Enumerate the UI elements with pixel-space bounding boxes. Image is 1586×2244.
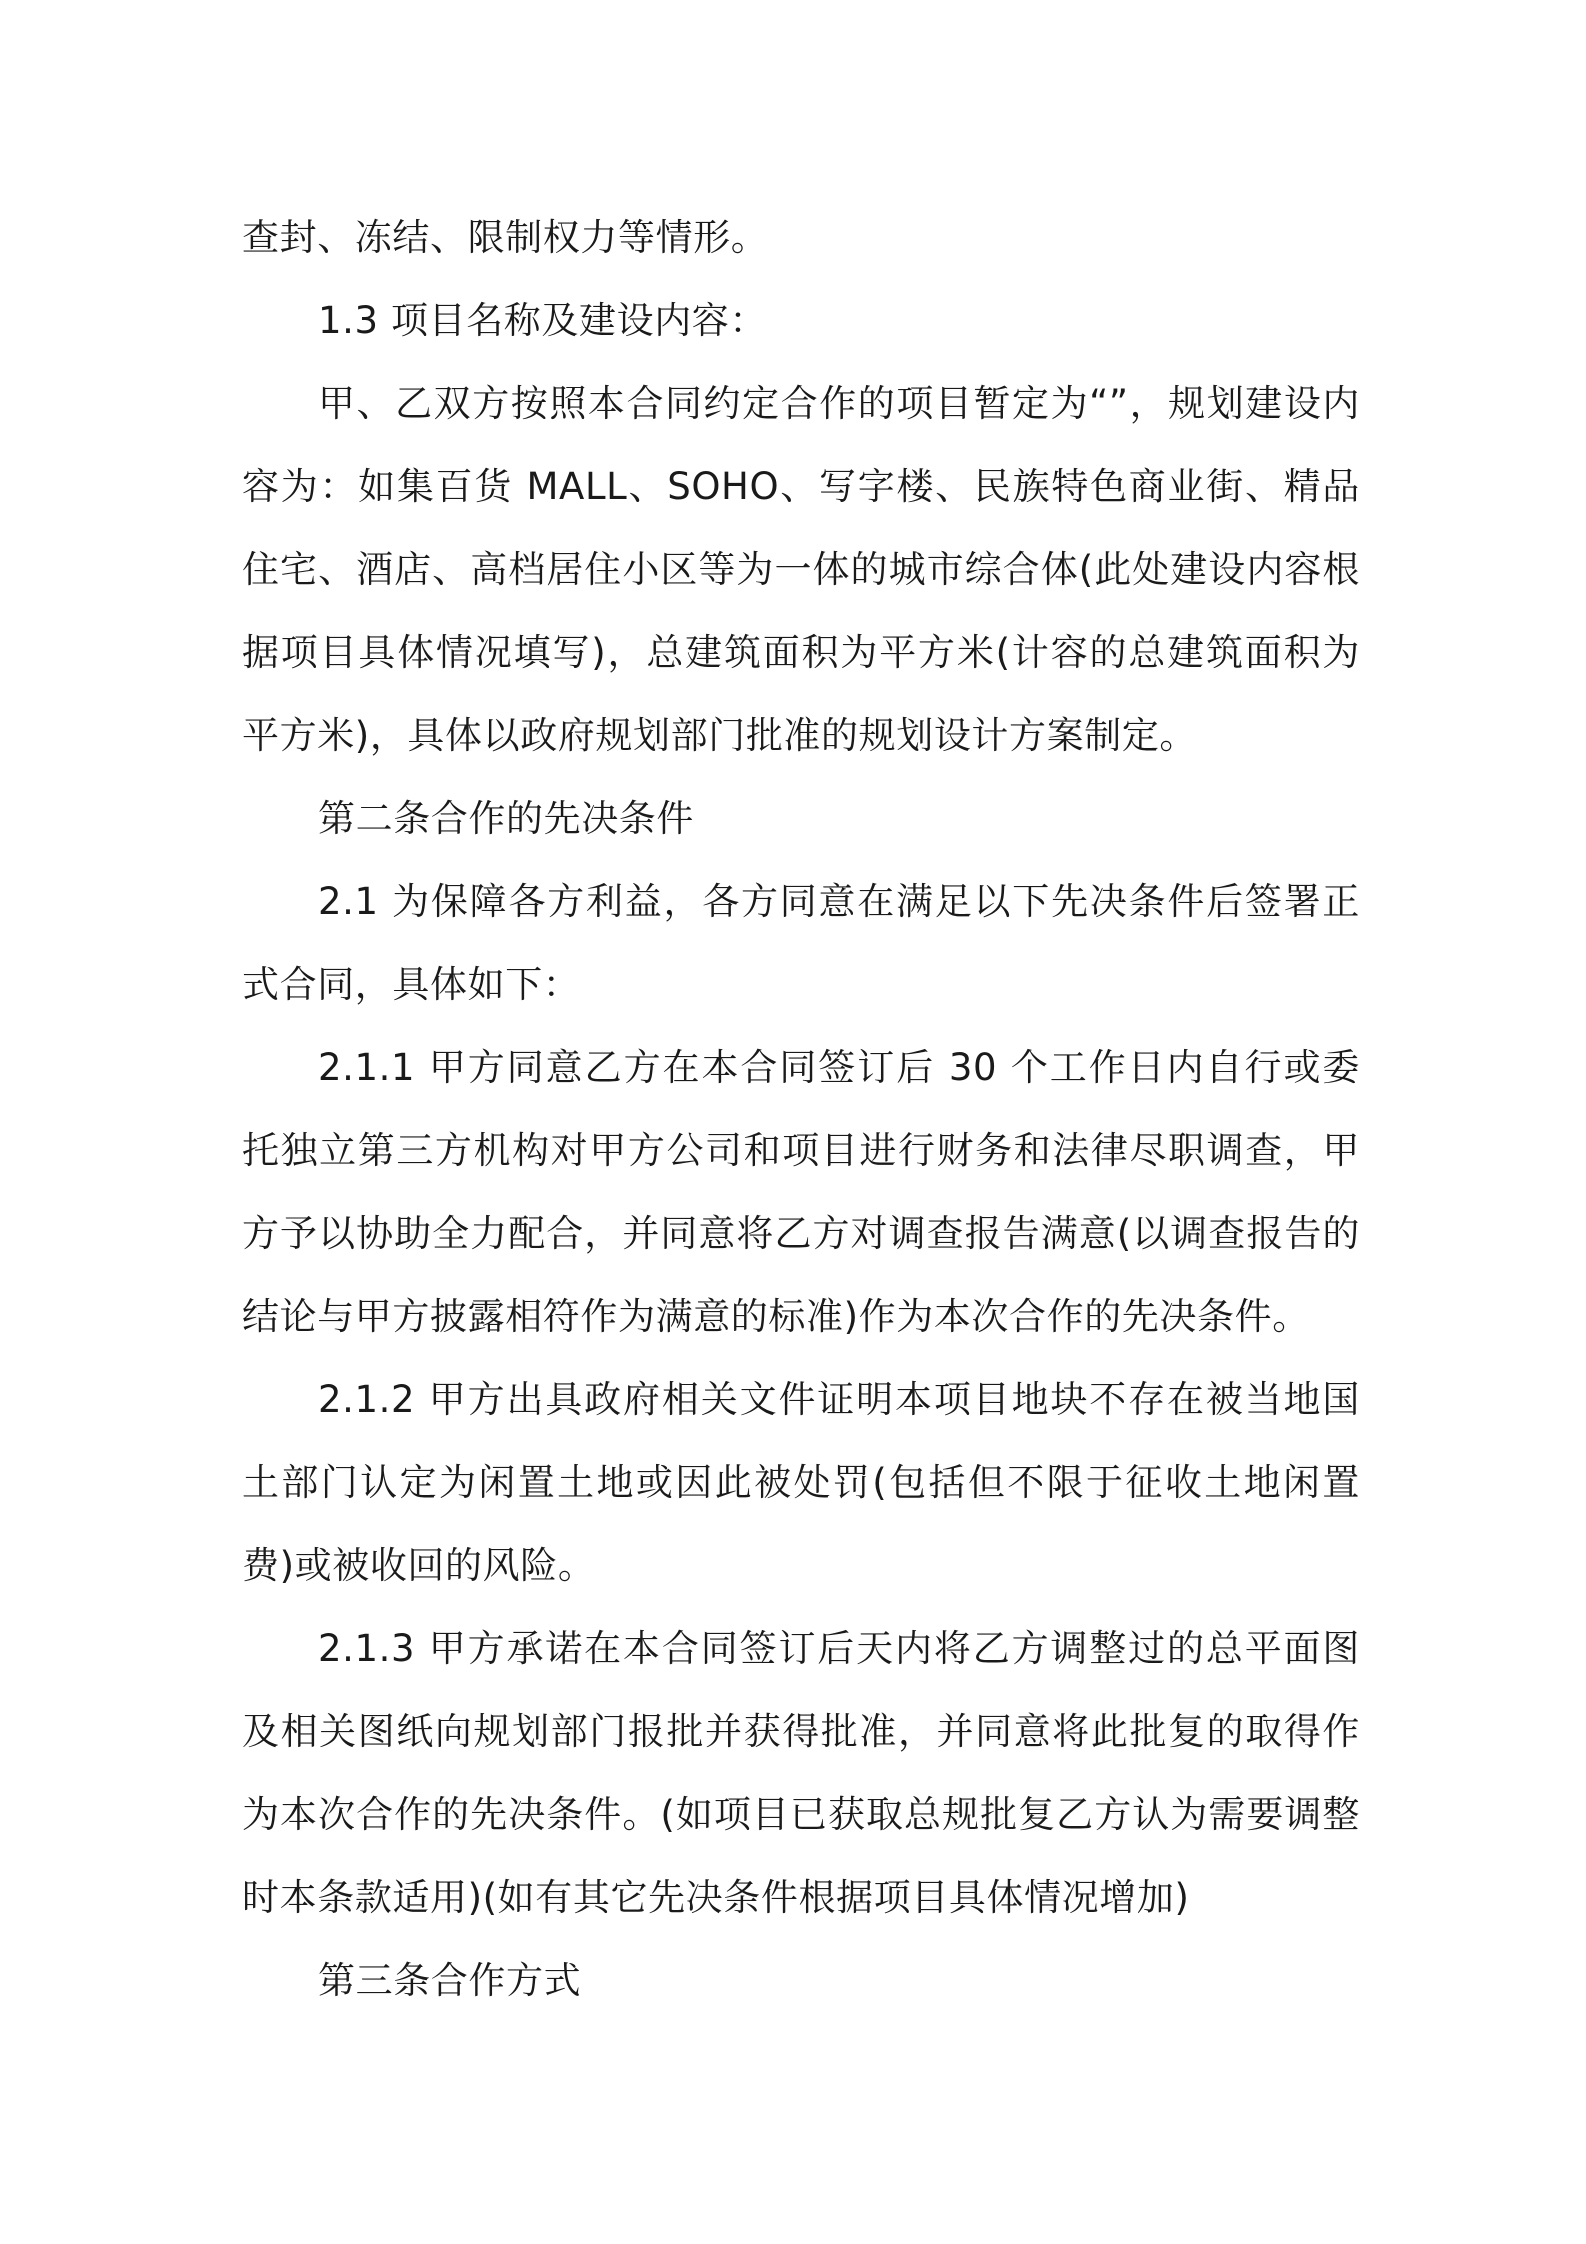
paragraph-project-description: 甲、乙双方按照本合同约定合作的项目暂定为“”，规划建设内容为：如集百货 MALL、SOHO、写字楼、民族特色商业街、精品住宅、酒店、高档居住小区等为一体的城市综合体(此处建设内容根据项目具体情况填写)，总建筑面积为平方米(计容的总建筑面积为平方米)，具体以政府规划部门批准的规划设计方案制定。: [242, 382, 1360, 757]
paragraph-2-1-2: 2.1.2 甲方出具政府相关文件证明本项目地块不存在被当地国土部门认定为闲置土地或因此被处罚(包括但不限于征收土地闲置费)或被收回的风险。: [242, 1378, 1360, 1587]
paragraph-2-1-1: 2.1.1 甲方同意乙方在本合同签订后 30 个工作日内自行或委托独立第三方机构对甲方公司和项目进行财务和法律尽职调查，甲方予以协助全力配合，并同意将乙方对调查报告满意(以调查报告的结论与甲方披露相符作为满意的标准)作为本次合作的先决条件。: [242, 1046, 1360, 1338]
document-body: [242, 196, 1360, 2022]
heading-article-3-cooperation-mode: 第三条合作方式: [318, 1959, 582, 2002]
subheading-project-name-content: 1.3 项目名称及建设内容：: [318, 299, 768, 342]
paragraph-2-1-3: 2.1.3 甲方承诺在本合同签订后天内将乙方调整过的总平面图及相关图纸向规划部门报批并获得批准，并同意将此批复的取得作为本次合作的先决条件。(如项目已获取总规批复乙方认为需要调整时本条款适用)(如有其它先决条件根据项目具体情况增加): [242, 1627, 1360, 1919]
paragraph-2-1: 2.1 为保障各方利益，各方同意在满足以下先决条件后签署正式合同，具体如下：: [242, 880, 1360, 1006]
heading-article-2-preconditions: 第二条合作的先决条件: [318, 797, 694, 840]
paragraph-seizure-clause-end: 查封、冻结、限制权力等情形。: [242, 216, 769, 259]
